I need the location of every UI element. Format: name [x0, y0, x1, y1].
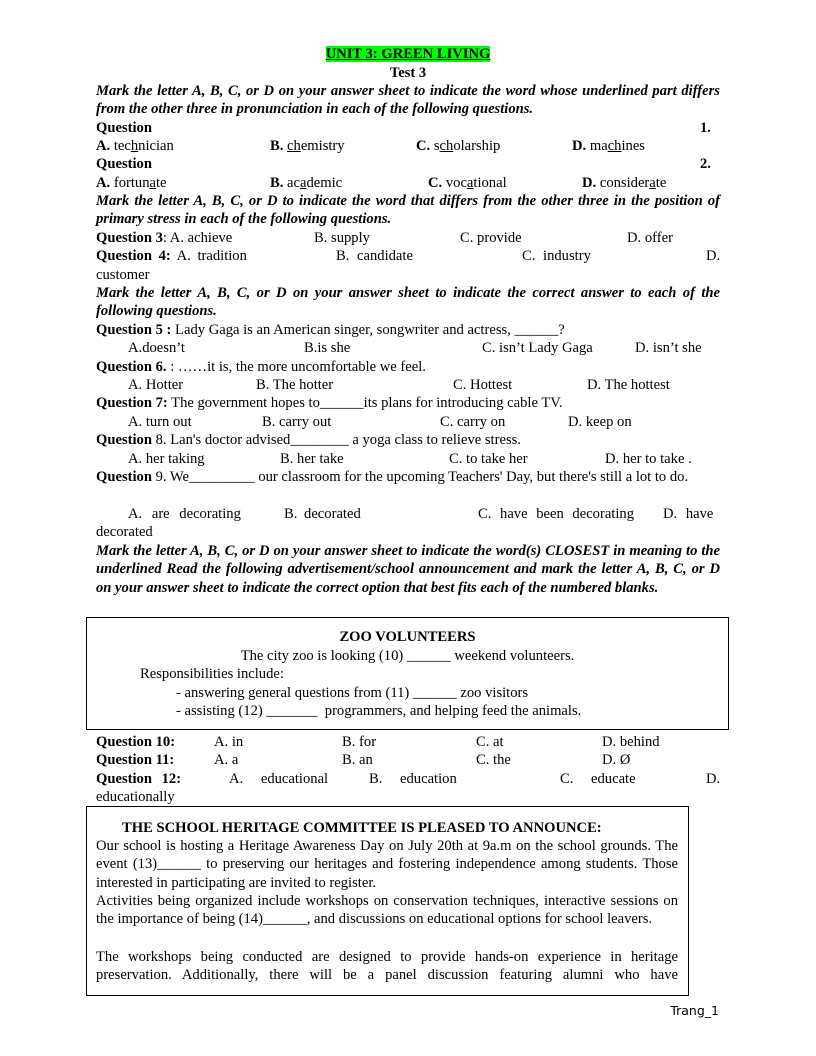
q8-stem: Question 8. Lan's doctor advised________ a yoga class to relieve stress. [96, 432, 521, 448]
q12-label: Question 12: [96, 771, 182, 787]
q11-option-a: A. a [214, 752, 239, 768]
q12-option-c: C. educate [560, 771, 636, 787]
q6-stem: Question 6. : ……it is, the more uncomfortable we feel. [96, 359, 426, 375]
q2-option-c: C. vocational [428, 175, 507, 191]
q1-option-b: B. chemistry [270, 138, 345, 154]
zoo-title: ZOO VOLUNTEERS [339, 629, 476, 645]
zoo-line-4: - assisting (12) _______ programmers, and helping feed the animals. [176, 703, 582, 719]
q10-option-c: C. at [476, 734, 504, 750]
q6-option-a: A. Hotter [128, 377, 184, 393]
q9-stem: Question 9. We_________ our classroom for the upcoming Teachers' Day, but there's still a lot to do. [96, 469, 689, 485]
q7-stem: Question 7: The government hopes to______its plans for introducing cable TV. [96, 395, 563, 411]
q4-option-d: D. [706, 248, 721, 264]
instruction-grammar: Mark the letter A, B, C, or D on your answer sheet to indicate the correct answer to each of the following questions. [96, 285, 720, 320]
q4-option-d-text: customer [96, 267, 150, 283]
q7-option-b: B. carry out [262, 414, 332, 430]
zoo-line-1: The city zoo is looking (10) ______ weekend volunteers. [240, 648, 575, 664]
q10-option-b: B. for [342, 734, 377, 750]
q10-label: Question 10: [96, 734, 176, 750]
q1-number: 1. [700, 120, 711, 136]
q9-option-c: C. have been decorating [478, 506, 635, 522]
q11-option-d: D. Ø [602, 752, 631, 768]
q3-option-b: B. supply [314, 230, 370, 246]
q11-label: Question 11: [96, 752, 175, 768]
q2-label: Question [96, 156, 152, 172]
q8-option-b: B. her take [280, 451, 344, 467]
q10-option-a: A. in [214, 734, 244, 750]
q3-label-line: Question 3: A. achieve [96, 230, 233, 246]
q2-option-a: A. fortunate [96, 175, 167, 191]
q5-option-c: C. isn’t Lady Gaga [482, 340, 593, 356]
q1-option-c: C. scholarship [416, 138, 501, 154]
unit-title-line [96, 45, 720, 63]
q8-option-a: A. her taking [128, 451, 205, 467]
q3-option-c: C. provide [460, 230, 522, 246]
heritage-paragraph-2: Activities being organized include workshops on conservation techniques, interactive sessions on the importance of being (14)______, and discussions on educational options for school leavers. [96, 893, 678, 928]
q10-option-d: D. behind [602, 734, 660, 750]
q4-option-b: B. candidate [336, 248, 413, 264]
q11-option-c: C. the [476, 752, 511, 768]
q12-option-d-text: educationally [96, 789, 175, 805]
q12-option-d: D. [706, 771, 721, 787]
q3-option-d: D. offer [627, 230, 673, 246]
q11-option-b: B. an [342, 752, 373, 768]
q12-option-a: A. educational [229, 771, 329, 787]
q2-option-d: D. considerate [582, 175, 667, 191]
q1-label: Question [96, 120, 152, 136]
q2-number: 2. [700, 156, 711, 172]
q7-option-c: C. carry on [440, 414, 506, 430]
q9-option-d-text: decorated [96, 524, 153, 540]
heritage-title: THE SCHOOL HERITAGE COMMITTEE IS PLEASED TO ANNOUNCE: [122, 820, 602, 836]
q2-option-b: B. academic [270, 175, 343, 191]
q9-option-a: A. are decorating [128, 506, 241, 522]
q5-option-d: D. isn’t she [635, 340, 702, 356]
zoo-line-3: - answering general questions from (11) ______ zoo visitors [176, 685, 529, 701]
zoo-line-2: Responsibilities include: [140, 666, 284, 682]
instruction-cloze: Mark the letter A, B, C, or D on your answer sheet to indicate the word(s) CLOSEST in meaning to the underlined Read the following advertisement/school announcement and mark the letter A, B, C, or D on your answer sheet to indicate the correct option that best fits each of the numbered blanks. [96, 543, 720, 596]
instruction-stress: Mark the letter A, B, C, or D to indicate the word that differs from the other three in the position of primary stress in each of the following questions. [96, 193, 720, 228]
page-number: Trang_1 [670, 1003, 719, 1018]
q8-option-d: D. her to take . [605, 451, 692, 467]
q4-label-line: Question 4: A. tradition [96, 248, 247, 264]
q6-option-c: C. Hottest [453, 377, 513, 393]
heritage-paragraph-1: Our school is hosting a Heritage Awareness Day on July 20th at 9a.m on the school grounds. The event (13)______ to preserving our heritages and fostering independence among students. Those interested in participating are invited to register. [96, 838, 678, 891]
q5-option-b: B.is she [304, 340, 351, 356]
q9-option-b: B. decorated [284, 506, 361, 522]
instruction-pronunciation: Mark the letter A, B, C, or D on your answer sheet to indicate the word whose underlined part differs from the other three in pronunciation in each of the following questions. [96, 83, 720, 118]
q6-option-d: D. The hottest [587, 377, 670, 393]
q5-stem: Question 5 : Lady Gaga is an American singer, songwriter and actress, ______? [96, 322, 565, 338]
q8-option-c: C. to take her [449, 451, 528, 467]
q7-option-a: A. turn out [128, 414, 192, 430]
q4-option-c: C. industry [522, 248, 591, 264]
q9-option-d: D. have [663, 506, 714, 522]
unit-title: UNIT 3: GREEN LIVING [325, 46, 491, 62]
q7-option-d: D. keep on [568, 414, 632, 430]
q1-option-a: A. technician [96, 138, 174, 154]
heritage-paragraph-3: The workshops being conducted are designed to provide hands-on experience in heritage preservation. Additionally, there will be a panel discussion featuring alumni who have [96, 949, 678, 984]
q12-option-b: B. education [369, 771, 457, 787]
q6-option-b: B. The hotter [256, 377, 334, 393]
q5-option-a: A.doesn’t [128, 340, 185, 356]
test-label: Test 3 [389, 65, 427, 81]
q1-option-d: D. machines [572, 138, 645, 154]
